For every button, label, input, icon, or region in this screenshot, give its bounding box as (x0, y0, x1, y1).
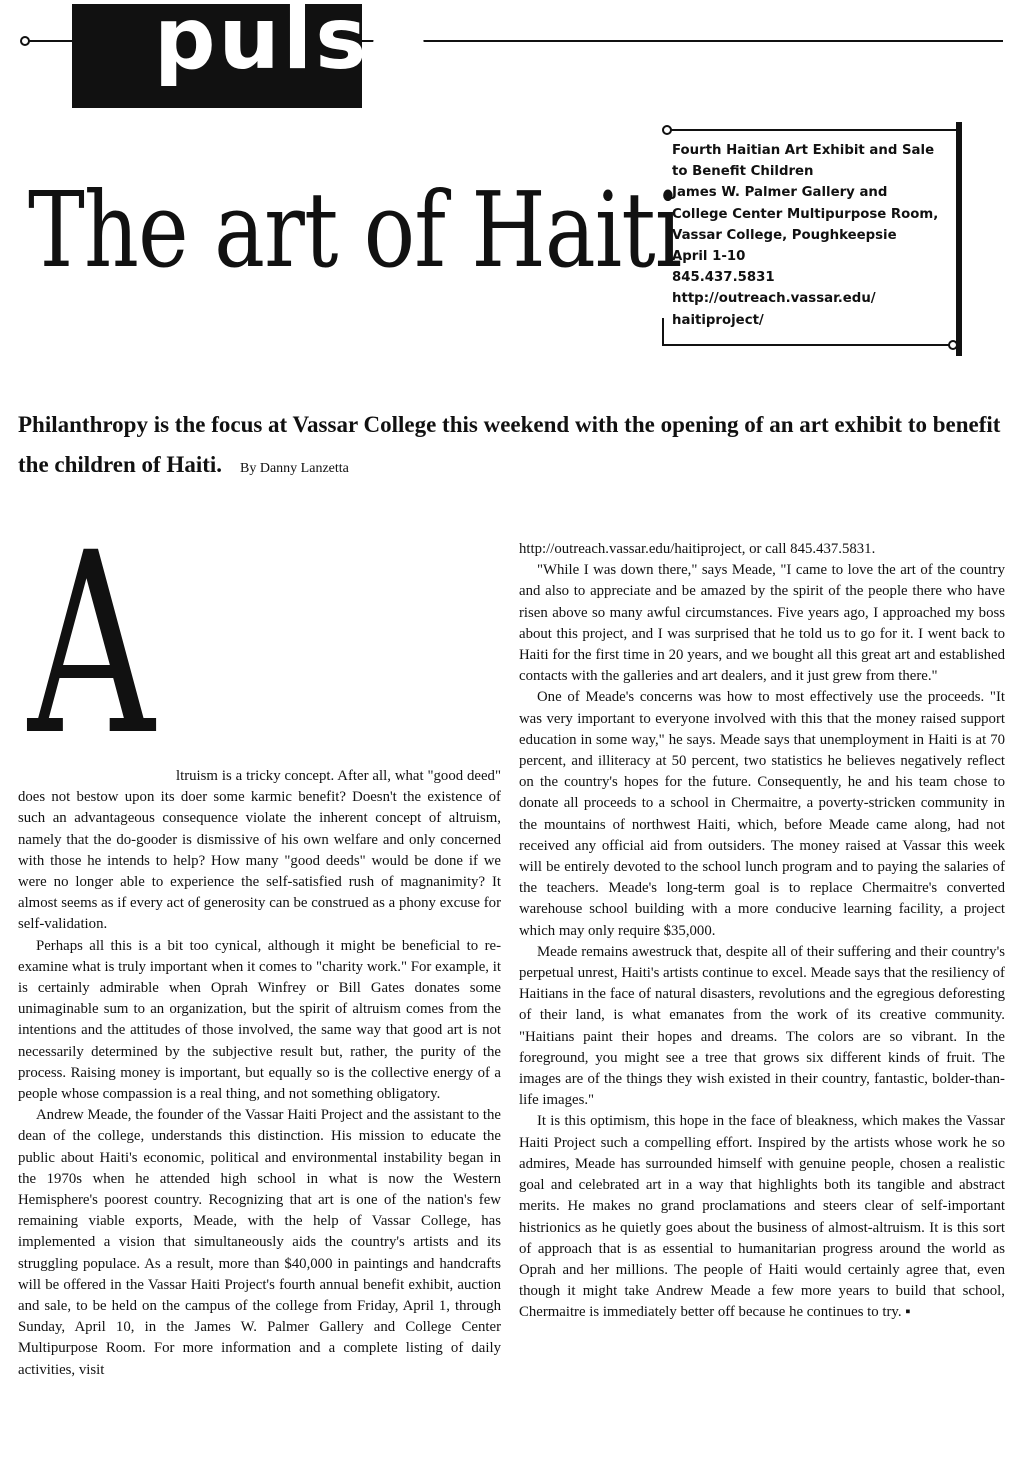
article-deck (18, 405, 1008, 489)
info-box-top-rule (668, 129, 956, 131)
paragraph: "While I was down there," says Meade, "I came to love the art of the country and also to appreciate and be amazed by the spirit of the people there who have risen above so many awful circumstances. Five years ago, I approached my boss about this project, and I was surprised that he told us to go for it. I went back to Haiti for the first time in 20 years, and we bought all this great art and established contacts with the galleries and art dealers, and it just grew from there." (519, 562, 1005, 685)
paragraph: ltruism is a tricky concept. After all, what "good deed" does not bestow upon its doer some karmic benefit? Doesn't the existence of such an advantageous consequence violate the inherent concept of altruism, namely that the do-gooder is dismissive of his own welfare and only concerned with those he intends to help? How many "good deeds" would be done if we were no longer able to experience the self-satisfied rush of magnanimity? It almost seems as if every act of generosity can be construed as a phony excuse for self-validation. (18, 768, 501, 933)
info-box-bottom-dot (948, 340, 958, 350)
info-line: James W. Palmer Gallery and (672, 185, 888, 201)
info-line: Vassar College, Poughkeepsie (672, 227, 897, 243)
info-box-text (672, 140, 938, 331)
article-title: The art of Haiti (28, 169, 682, 291)
body-column-1 (18, 766, 501, 1381)
drop-cap: A (28, 499, 155, 790)
info-line: College Center Multipurpose Room, (672, 206, 939, 222)
paragraph: It is this optimism, this hope in the face of bleakness, which makes the Vassar Haiti Project such a compelling effort. Inspired by the artists whose work he so admires, Meade has surrounded himself with genuine people, chosen a realistic goal and celebrated art in a way that highlights both its tangible and abstract merits. He makes no grand proclamations and steers clear of self-important histrionics as he quietly goes about the business of almost-altruism. It is this sort of approach that is as essential to humanitarian progress around the world as Oprah and her millions. The people of Haiti would certainly agree that, even though it might take Andrew Meade a few more years to build that school, Chermaitre is immediately better off because he continues to try. ▪ (519, 1113, 1005, 1321)
info-box-left-rule (662, 318, 664, 346)
info-line: http://outreach.vassar.edu/ (672, 291, 876, 307)
info-box-right-rule (956, 122, 962, 356)
info-box-bottom-rule (662, 344, 956, 346)
info-line: haitiproject/ (672, 312, 764, 328)
info-line: April 1-10 (672, 249, 746, 265)
info-line: 845.437.5831 (672, 270, 775, 286)
paragraph: Meade remains awestruck that, despite all of their suffering and their country's perpetual unrest, Haiti's artists continue to excel. Meade says that the resiliency of Haitians in the face of natural disasters, revolutions and the egregious deforesting of their land, is what emanates from the work of its creative community. "Haitians paint their hopes and dreams. The colors are so vibrant. In the foreground, you might see a tree that grows six different kinds of fruit. The images are of the things they wish existed in their country, fantastic, bolder-than-life images." (519, 943, 1005, 1109)
section-masthead (72, 0, 431, 108)
deck-text: Philanthropy is the focus at Vassar College this weekend with the opening of an art exhibit to benefit the children of Haiti. (18, 412, 1001, 477)
masthead-rule-dot (20, 36, 30, 46)
body-column-2 (519, 539, 1005, 1324)
byline: By Danny Lanzetta (240, 461, 349, 476)
paragraph: Andrew Meade, the founder of the Vassar Haiti Project and the assistant to the dean of the college, understands this distinction. His mission to educate the public about Haiti's economic, political and environmental instability began in the 1970s when he attended high school in what is now the Western Hemisphere's poorest country. Recognizing that art is one of the nation's few remaining viable exports, Meade, with the help of Vassar College, has implemented a vision that simultaneously aids the country's artists and its struggling populace. As a result, more than $40,000 in paintings and handcrafts will be offered in the Vassar Haiti Project's fourth annual benefit exhibit, auction and sale, to be held on the campus of the college from Friday, April 1, through Sunday, April 10, in the James W. Palmer Gallery and College Center Multipurpose Room. For more information and a complete listing of daily activities, visit (18, 1107, 501, 1378)
info-box-top-dot (662, 125, 672, 135)
paragraph: Perhaps all this is a bit too cynical, although it might be beneficial to re-examine what is truly important when it comes to "charity work." For example, it is certainly admirable when Oprah Winfrey or Bill Gates donates some unimaginable sum to an organization, but the spirit of altruism comes from the intentions and the attitudes of those involved, the same way that good art is not necessarily determined by the subjective result but, rather, the purity of the process. Raising money is important, but equally so is the collective energy of a people whose compassion is a real thing, and not something obligatory. (18, 937, 501, 1103)
paragraph: http://outreach.vassar.edu/haitiproject, or call 845.437.5831. (519, 541, 876, 557)
section-name: pulse (154, 0, 431, 89)
info-line: Fourth Haitian Art Exhibit and Sale (672, 143, 935, 158)
paragraph: One of Meade's concerns was how to most effectively use the proceeds. "It was very important to everyone involved with this that the money raised support education in some way," he says. Meade says that unemployment in Haiti is at 70 percent, and illiteracy at 50 percent, two statistics he believes negatively reflect on the country's hopes for the future. Consequently, he and his team chose to donate all proceeds to a school in Chermaitre, a poverty-stricken community in the mountains of northwest Haiti, which, before Meade came along, had not received any official aid from outsiders. The money raised at Vassar this week will be entirely devoted to the school lunch program and to paying the salaries of the teachers. Meade's long-term goal is to replace Chermaitre's converted warehouse school building with a more conducive learning facility, a project which may only require $35,000. (519, 689, 1005, 939)
info-line: to Benefit Children (672, 164, 814, 180)
